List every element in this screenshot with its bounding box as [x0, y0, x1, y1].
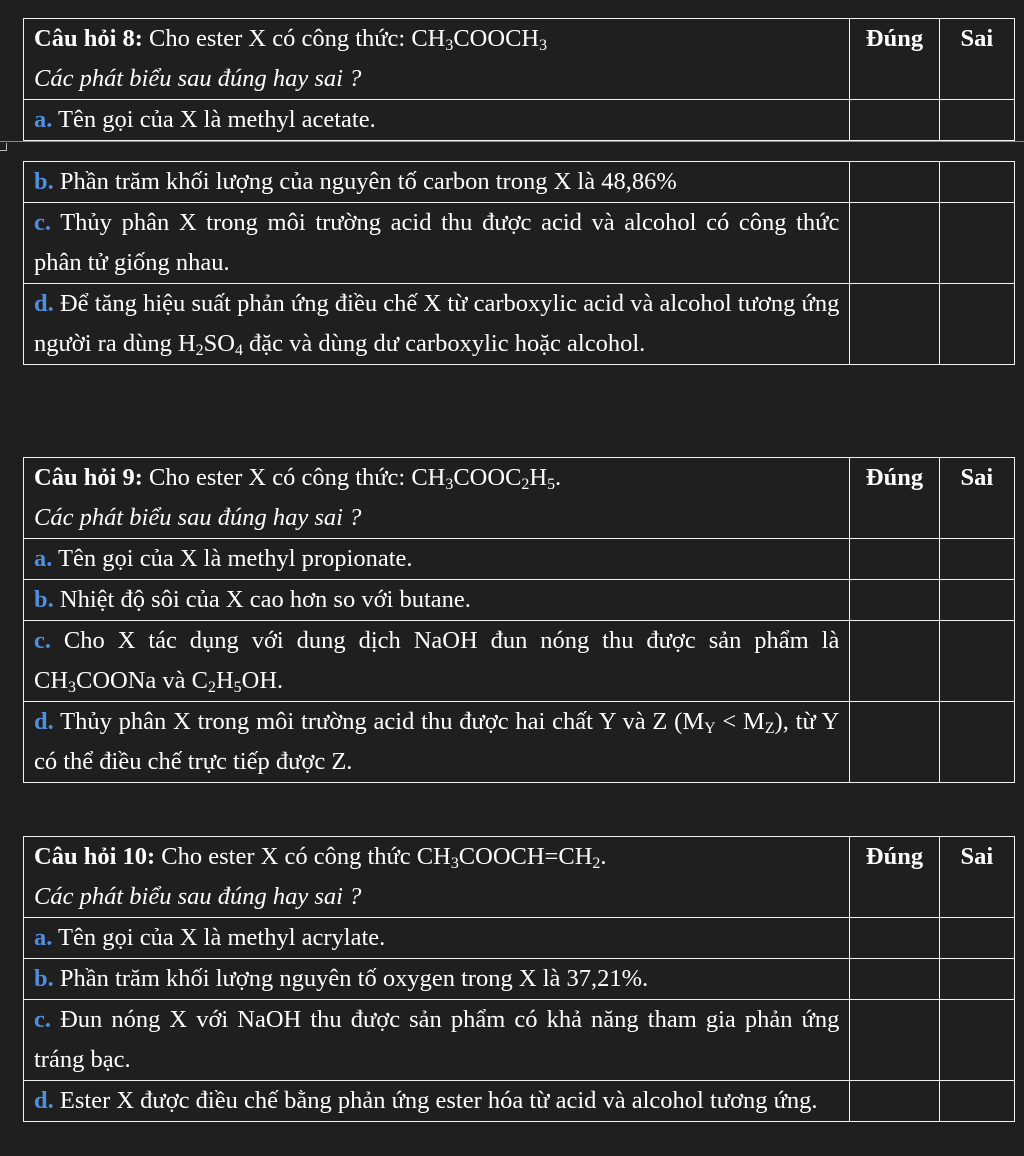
question-9-true-header: Đúng	[850, 458, 939, 539]
answer-true-cell[interactable]	[850, 539, 939, 580]
statement-row	[24, 284, 1015, 365]
question-8-number: Câu hỏi 8:	[34, 25, 143, 52]
question-10-prompt	[24, 837, 850, 918]
answer-false-cell[interactable]	[939, 284, 1014, 365]
answer-false-cell[interactable]	[939, 918, 1014, 959]
question-9-false-header: Sai	[939, 458, 1014, 539]
question-8-ask: Các phát biểu sau đúng hay sai ?	[34, 65, 362, 92]
question-10-number: Câu hỏi 10:	[34, 843, 156, 870]
statement-row	[24, 1000, 1015, 1081]
answer-true-cell[interactable]	[850, 100, 939, 141]
statement-8c: c. Thủy phân X trong môi trường acid thu được acid và alcohol có công thức phân tử giống nhau.	[24, 203, 850, 284]
answer-false-cell[interactable]	[939, 162, 1014, 203]
question-8-true-header: Đúng	[850, 19, 939, 100]
question-10-ask: Các phát biểu sau đúng hay sai ?	[34, 883, 362, 910]
statement-9b: b. Nhiệt độ sôi của X cao hơn so với butane.	[24, 580, 850, 621]
statement-row	[24, 580, 1015, 621]
answer-true-cell[interactable]	[850, 702, 939, 783]
answer-true-cell[interactable]	[850, 621, 939, 702]
statement-10b: b. Phần trăm khối lượng nguyên tố oxygen trong X là 37,21%.	[24, 959, 850, 1000]
question-8-false-header: Sai	[939, 19, 1014, 100]
statement-9c: c. Cho X tác dụng với dung dịch NaOH đun nóng thu được sản phẩm là $CH_3COONa$ và $C_2H_5OH$.	[24, 621, 850, 702]
answer-false-cell[interactable]	[939, 1000, 1014, 1081]
statement-10a: a. Tên gọi của X là methyl acrylate.	[24, 918, 850, 959]
answer-true-cell[interactable]	[850, 162, 939, 203]
answer-false-cell[interactable]	[939, 539, 1014, 580]
question-9-header-row	[24, 458, 1015, 539]
question-10-false-header: Sai	[939, 837, 1014, 918]
answer-true-cell[interactable]	[850, 284, 939, 365]
answer-false-cell[interactable]	[939, 621, 1014, 702]
statement-8a: a. Tên gọi của X là methyl acetate.	[24, 100, 850, 141]
answer-false-cell[interactable]	[939, 100, 1014, 141]
statement-row	[24, 1081, 1015, 1122]
question-8-table	[23, 18, 1015, 365]
answer-true-cell[interactable]	[850, 1000, 939, 1081]
question-10-header-row	[24, 837, 1015, 918]
page-break-divider	[0, 141, 1024, 159]
question-9-ask: Các phát biểu sau đúng hay sai ?	[34, 504, 362, 531]
question-9-formula: Cho ester X có công thức: $CH_3COOC_2H_5$.	[142, 464, 562, 493]
answer-true-cell[interactable]	[850, 1081, 939, 1122]
statement-8b: b. Phần trăm khối lượng của nguyên tố carbon trong X là 48,86%	[24, 162, 850, 203]
statement-row	[24, 702, 1015, 783]
question-9-prompt	[24, 458, 850, 539]
statement-row	[24, 203, 1015, 284]
answer-true-cell[interactable]	[850, 580, 939, 621]
answer-false-cell[interactable]	[939, 580, 1014, 621]
answer-false-cell[interactable]	[939, 1081, 1014, 1122]
answer-false-cell[interactable]	[939, 702, 1014, 783]
question-10-table	[23, 836, 1015, 1122]
question-8-formula: Cho ester X có công thức: $CH_3COOCH_3$	[142, 25, 548, 54]
question-9-number: Câu hỏi 9:	[34, 464, 143, 491]
page-corner-mark-icon	[0, 143, 7, 151]
question-8-header-row	[24, 19, 1015, 100]
answer-false-cell[interactable]	[939, 959, 1014, 1000]
answer-true-cell[interactable]	[850, 203, 939, 284]
statement-row	[24, 539, 1015, 580]
statement-10d: d. Ester X được điều chế bằng phản ứng ester hóa từ acid và alcohol tương ứng.	[24, 1081, 850, 1122]
statement-9d: d. Thủy phân X trong môi trường acid thu được hai chất Y và Z $(M_Y < M_Z)$, từ Y có thể điều chế trực tiếp được Z.	[24, 702, 850, 783]
question-10-formula: Cho ester X có công thức $CH_3COOCH=CH_2$.	[155, 843, 607, 872]
statement-row	[24, 959, 1015, 1000]
statement-row	[24, 162, 1015, 203]
statement-8d: d. Để tăng hiệu suất phản ứng điều chế X từ carboxylic acid và alcohol tương ứng người ra dùng $H_2SO_4$ đặc và dùng dư carboxylic hoặc alcohol.	[24, 284, 850, 365]
answer-true-cell[interactable]	[850, 918, 939, 959]
answer-false-cell[interactable]	[939, 203, 1014, 284]
question-9-table	[23, 457, 1015, 783]
question-8-prompt	[24, 19, 850, 100]
answer-true-cell[interactable]	[850, 959, 939, 1000]
statement-row	[24, 621, 1015, 702]
statement-row	[24, 918, 1015, 959]
statement-10c: c. Đun nóng X với NaOH thu được sản phẩm có khả năng tham gia phản ứng tráng bạc.	[24, 1000, 850, 1081]
statement-9a: a. Tên gọi của X là methyl propionate.	[24, 539, 850, 580]
question-10-true-header: Đúng	[850, 837, 939, 918]
statement-row	[24, 100, 1015, 141]
